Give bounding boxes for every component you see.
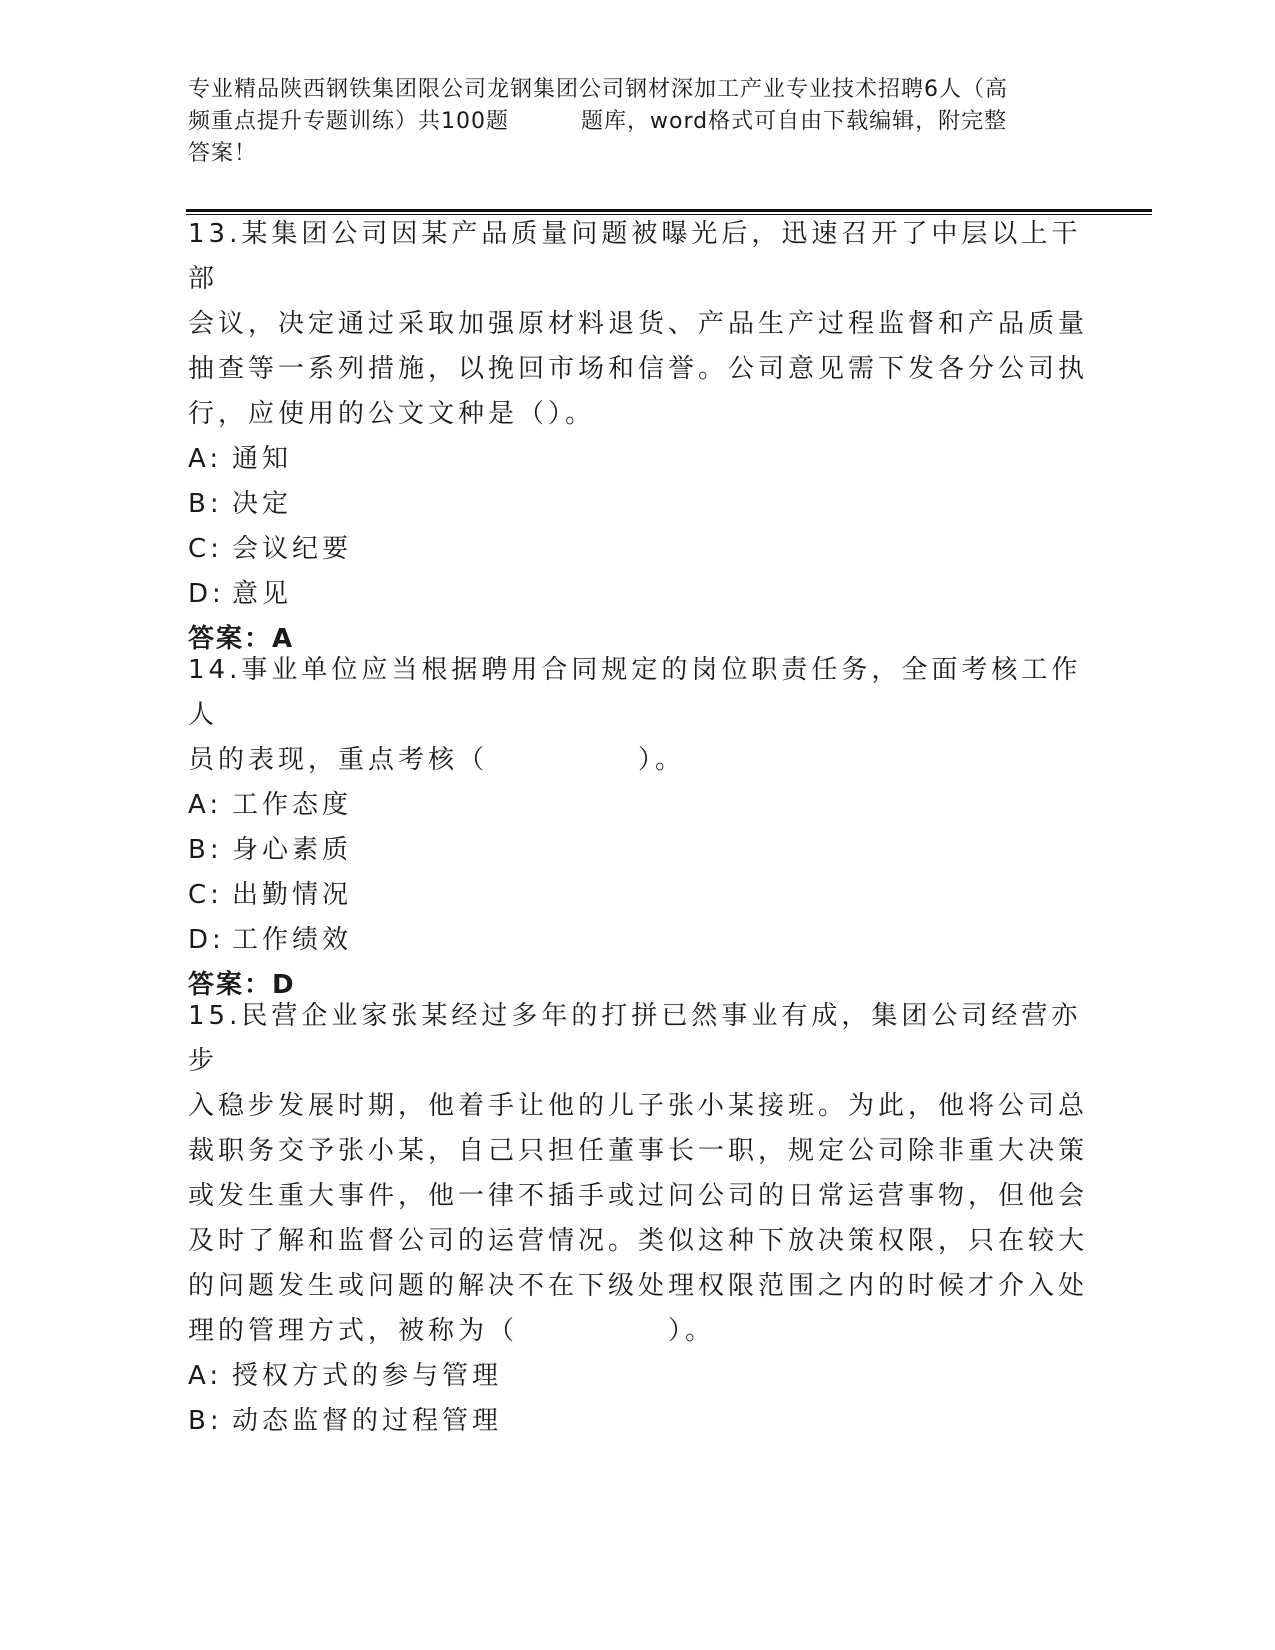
answer-label: 答案：A [188,624,295,654]
question-text-line: 的问题发生或问题的解决不在下级处理权限范围之内的时候才介入处 [188,1271,1089,1301]
option-b: B: 动态监督的过程管理 [188,1406,503,1436]
question-text-line: 裁职务交予张小某，自己只担任董事长一职，规定公司除非重大决策 [188,1136,1089,1166]
option-a: A: 工作态度 [188,790,353,820]
option-c: C: 出勤情况 [188,880,353,910]
question-text-line: 抽查等一系列措施，以挽回市场和信誉。公司意见需下发各分公司执 [188,354,1089,384]
question-text-line: 或发生重大事件，他一律不插手或过问公司的日常运营事物，但他会 [188,1181,1089,1211]
document-header [188,74,1088,170]
question-text-line: 13.某集团公司因某产品质量问题被曝光后，迅速召开了中层以上干部 [188,219,1082,294]
option-b: B: 决定 [188,489,293,519]
question-text-line: 及时了解和监督公司的运营情况。类似这种下放决策权限，只在较大 [188,1226,1089,1256]
question-text-line: 会议，决定通过采取加强原材料退货、产品生产过程监督和产品质量 [188,309,1089,339]
header-line-2b: 题库，word格式可自由下载编辑，附完整 [581,109,1008,134]
question-15 [188,994,1088,1444]
option-d: D: 工作绩效 [188,925,353,955]
header-line-3: 答案！ [188,141,258,166]
question-text-line: 理的管理方式，被称为（ ）。 [188,1316,716,1346]
option-c: C: 会议纪要 [188,534,353,564]
question-14 [188,648,1088,1008]
header-line-2a: 频重点提升专题训练）共100题 [188,109,509,134]
question-text-line: 14.事业单位应当根据聘用合同规定的岗位职责任务，全面考核工作人 [188,655,1082,730]
answer-label: 答案：D [188,970,296,1000]
question-13 [188,212,1088,662]
question-text-line: 行，应使用的公文文种是（）。 [188,399,596,429]
question-text-line: 员的表现，重点考核（ ）。 [188,745,686,775]
question-text-line: 入稳步发展时期，他着手让他的儿子张小某接班。为此，他将公司总 [188,1091,1089,1121]
header-line-1: 专业精品陕西钢铁集团限公司龙钢集团公司钢材深加工产业专业技术招聘6人（高 [188,77,1008,102]
header-line-2 [188,106,1088,138]
option-a: A: 授权方式的参与管理 [188,1361,503,1391]
question-text-line: 15.民营企业家张某经过多年的打拼已然事业有成，集团公司经营亦步 [188,1001,1082,1076]
option-d: D: 意见 [188,579,293,609]
option-b: B: 身心素质 [188,835,353,865]
option-a: A: 通知 [188,444,293,474]
